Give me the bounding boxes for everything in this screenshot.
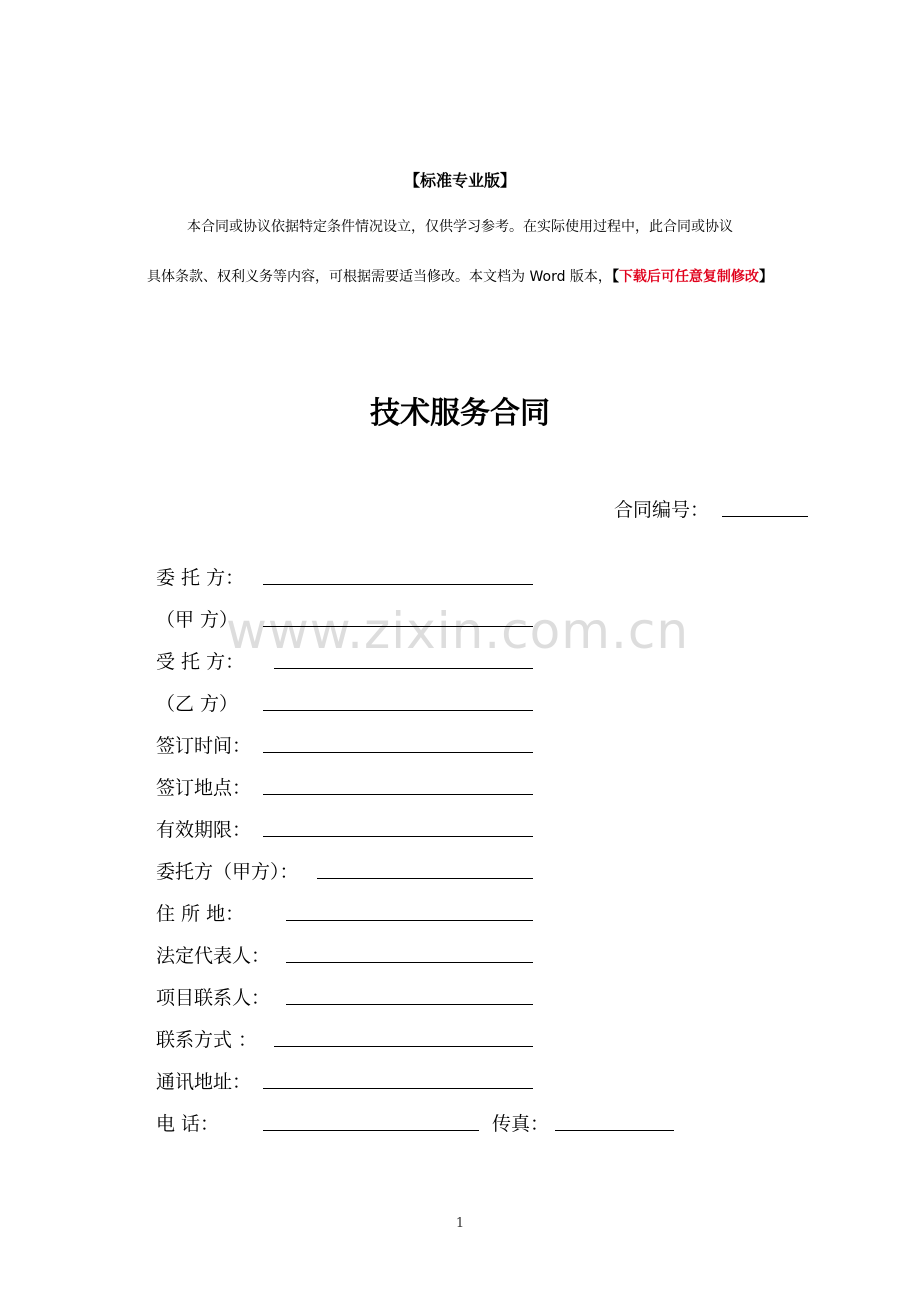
- field-label-fax: 传真：: [492, 1113, 550, 1135]
- field-label-signing-date: 签订时间：: [156, 735, 252, 757]
- field-label-party-a: （甲 方）: [156, 609, 239, 631]
- field-blank-signing-place[interactable]: [263, 794, 533, 795]
- field-blank-contractor[interactable]: [274, 668, 533, 669]
- contract-number-label: 合同编号：: [614, 499, 710, 521]
- contract-number-blank[interactable]: [722, 516, 808, 517]
- field-label-client: 委 托 方：: [156, 567, 245, 589]
- field-blank-party-b[interactable]: [263, 710, 533, 711]
- bracket-close: 】: [758, 269, 773, 285]
- bracket-open: 【: [611, 269, 619, 285]
- field-label-legal-rep: 法定代表人：: [156, 945, 271, 967]
- page-number: 1: [455, 1216, 465, 1231]
- field-blank-phone[interactable]: [263, 1130, 479, 1131]
- field-label-project-contact: 项目联系人：: [156, 987, 271, 1009]
- watermark: www.zixin.com.cn: [226, 602, 690, 660]
- field-label-party-b: （乙 方）: [156, 693, 239, 715]
- document-title: 技术服务合同: [370, 396, 550, 431]
- field-label-contractor: 受 托 方：: [156, 651, 245, 673]
- field-blank-signing-date[interactable]: [263, 752, 533, 753]
- field-blank-address[interactable]: [286, 920, 533, 921]
- field-label-address: 住 所 地：: [156, 903, 245, 925]
- usage-notice-line-2: [0, 266, 920, 286]
- field-label-contact-method: 联系方式 ：: [156, 1029, 258, 1051]
- field-label-validity: 有效期限：: [156, 819, 252, 841]
- download-note-highlight: 下载后可任意复制修改: [618, 269, 759, 285]
- field-blank-client-party-a[interactable]: [317, 878, 533, 879]
- usage-notice-text: 具体条款、权利义务等内容，可根据需要适当修改。本文档为 Word 版本，: [147, 269, 612, 285]
- field-blank-mailing-address[interactable]: [263, 1088, 533, 1089]
- field-label-phone: 电 话：: [156, 1113, 220, 1135]
- field-label-mailing-address: 通讯地址：: [156, 1071, 252, 1093]
- edition-header: 【标准专业版】: [403, 171, 516, 190]
- field-label-signing-place: 签订地点：: [156, 777, 252, 799]
- field-blank-validity[interactable]: [263, 836, 533, 837]
- field-blank-party-a[interactable]: [263, 626, 533, 627]
- field-label-client-party-a: 委托方（甲方）：: [156, 861, 299, 883]
- field-blank-project-contact[interactable]: [286, 1004, 533, 1005]
- field-blank-contact-method[interactable]: [274, 1046, 533, 1047]
- field-blank-legal-rep[interactable]: [286, 962, 533, 963]
- usage-notice-line-1: 本合同或协议依据特定条件情况设立，仅供学习参考。在实际使用过程中，此合同或协议: [187, 219, 733, 235]
- field-blank-fax[interactable]: [555, 1130, 674, 1131]
- field-blank-client[interactable]: [263, 584, 533, 585]
